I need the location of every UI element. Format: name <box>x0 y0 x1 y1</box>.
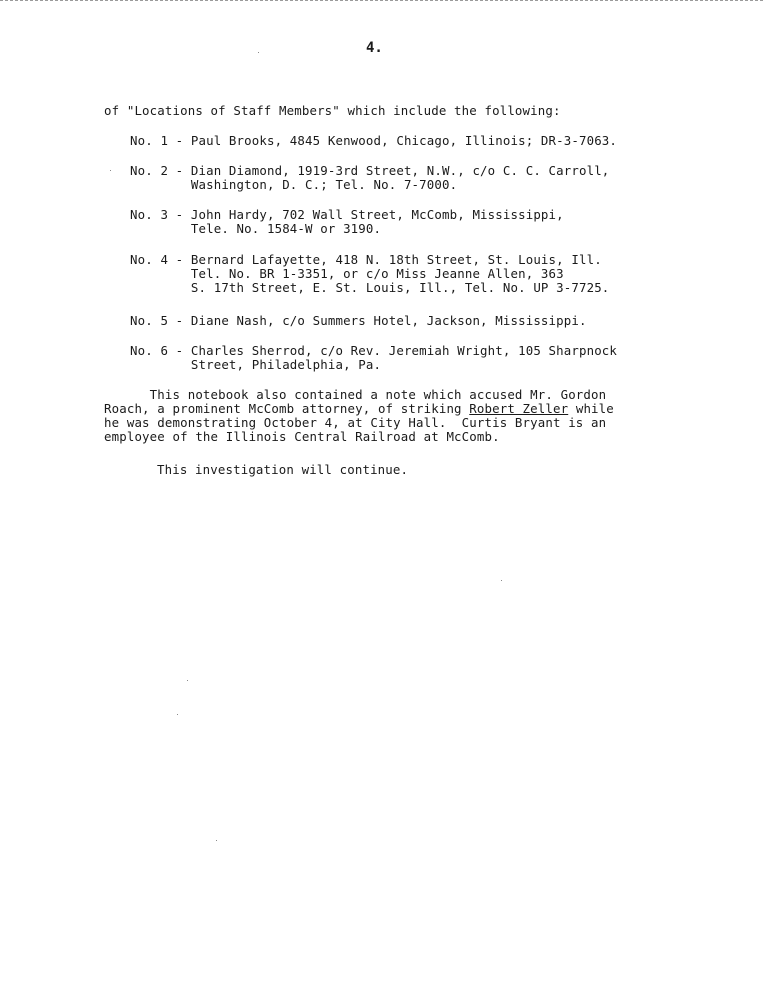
staff-location-item-5 <box>130 314 587 328</box>
item-6-line-2: Street, Philadelphia, Pa. <box>130 357 382 372</box>
item-4-line-2: Tel. No. BR 1-3351, or c/o Miss Jeanne Allen, 363 <box>130 266 564 281</box>
paragraph-line-2-end: while <box>568 401 614 416</box>
paragraph-line-1: This notebook also contained a note which accused Mr. Gordon <box>104 387 607 402</box>
paragraph-line-2-start: Roach, a prominent McComb attorney, of striking <box>104 401 470 416</box>
paragraph-line-2 <box>104 402 614 416</box>
underlined-name: Robert Zeller <box>469 401 569 416</box>
item-2-line-2: Washington, D. C.; Tel. No. 7-7000. <box>130 177 458 192</box>
scan-speck <box>177 714 178 715</box>
staff-location-item-3 <box>130 208 564 236</box>
item-4-line-1: No. 4 - Bernard Lafayette, 418 N. 18th Street, St. Louis, Ill. <box>130 252 602 267</box>
item-1-line-1: No. 1 - Paul Brooks, 4845 Kenwood, Chicago, Illinois; DR-3-7063. <box>130 133 618 148</box>
staff-location-item-2 <box>130 164 609 192</box>
page-top-border <box>0 0 763 1</box>
scan-speck <box>258 52 259 53</box>
page-number: 4. <box>366 40 383 56</box>
scan-speck <box>501 580 502 581</box>
item-2-line-1: No. 2 - Dian Diamond, 1919-3rd Street, N.W., c/o C. C. Carroll, <box>130 163 610 178</box>
scan-speck <box>216 840 217 841</box>
item-5-line-1: No. 5 - Diane Nash, c/o Summers Hotel, Jackson, Mississippi. <box>130 313 587 328</box>
item-3-line-1: No. 3 - John Hardy, 702 Wall Street, McComb, Mississippi, <box>130 207 564 222</box>
staff-location-item-6 <box>130 344 617 372</box>
scan-speck <box>110 170 111 171</box>
staff-location-item-4 <box>130 253 609 295</box>
paragraph-line-4: employee of the Illinois Central Railroad at McComb. <box>104 429 500 444</box>
scan-speck <box>187 680 188 681</box>
item-3-line-2: Tele. No. 1584-W or 3190. <box>130 221 382 236</box>
closing-line: This investigation will continue. <box>157 462 409 477</box>
notebook-paragraph <box>104 388 614 444</box>
item-6-line-1: No. 6 - Charles Sherrod, c/o Rev. Jeremiah Wright, 105 Sharpnock <box>130 343 618 358</box>
staff-location-item-1 <box>130 134 617 148</box>
item-4-line-3: S. 17th Street, E. St. Louis, Ill., Tel. No. UP 3-7725. <box>130 280 610 295</box>
paragraph-line-3: he was demonstrating October 4, at City Hall. Curtis Bryant is an <box>104 415 607 430</box>
intro-line: of "Locations of Staff Members" which include the following: <box>104 103 561 118</box>
